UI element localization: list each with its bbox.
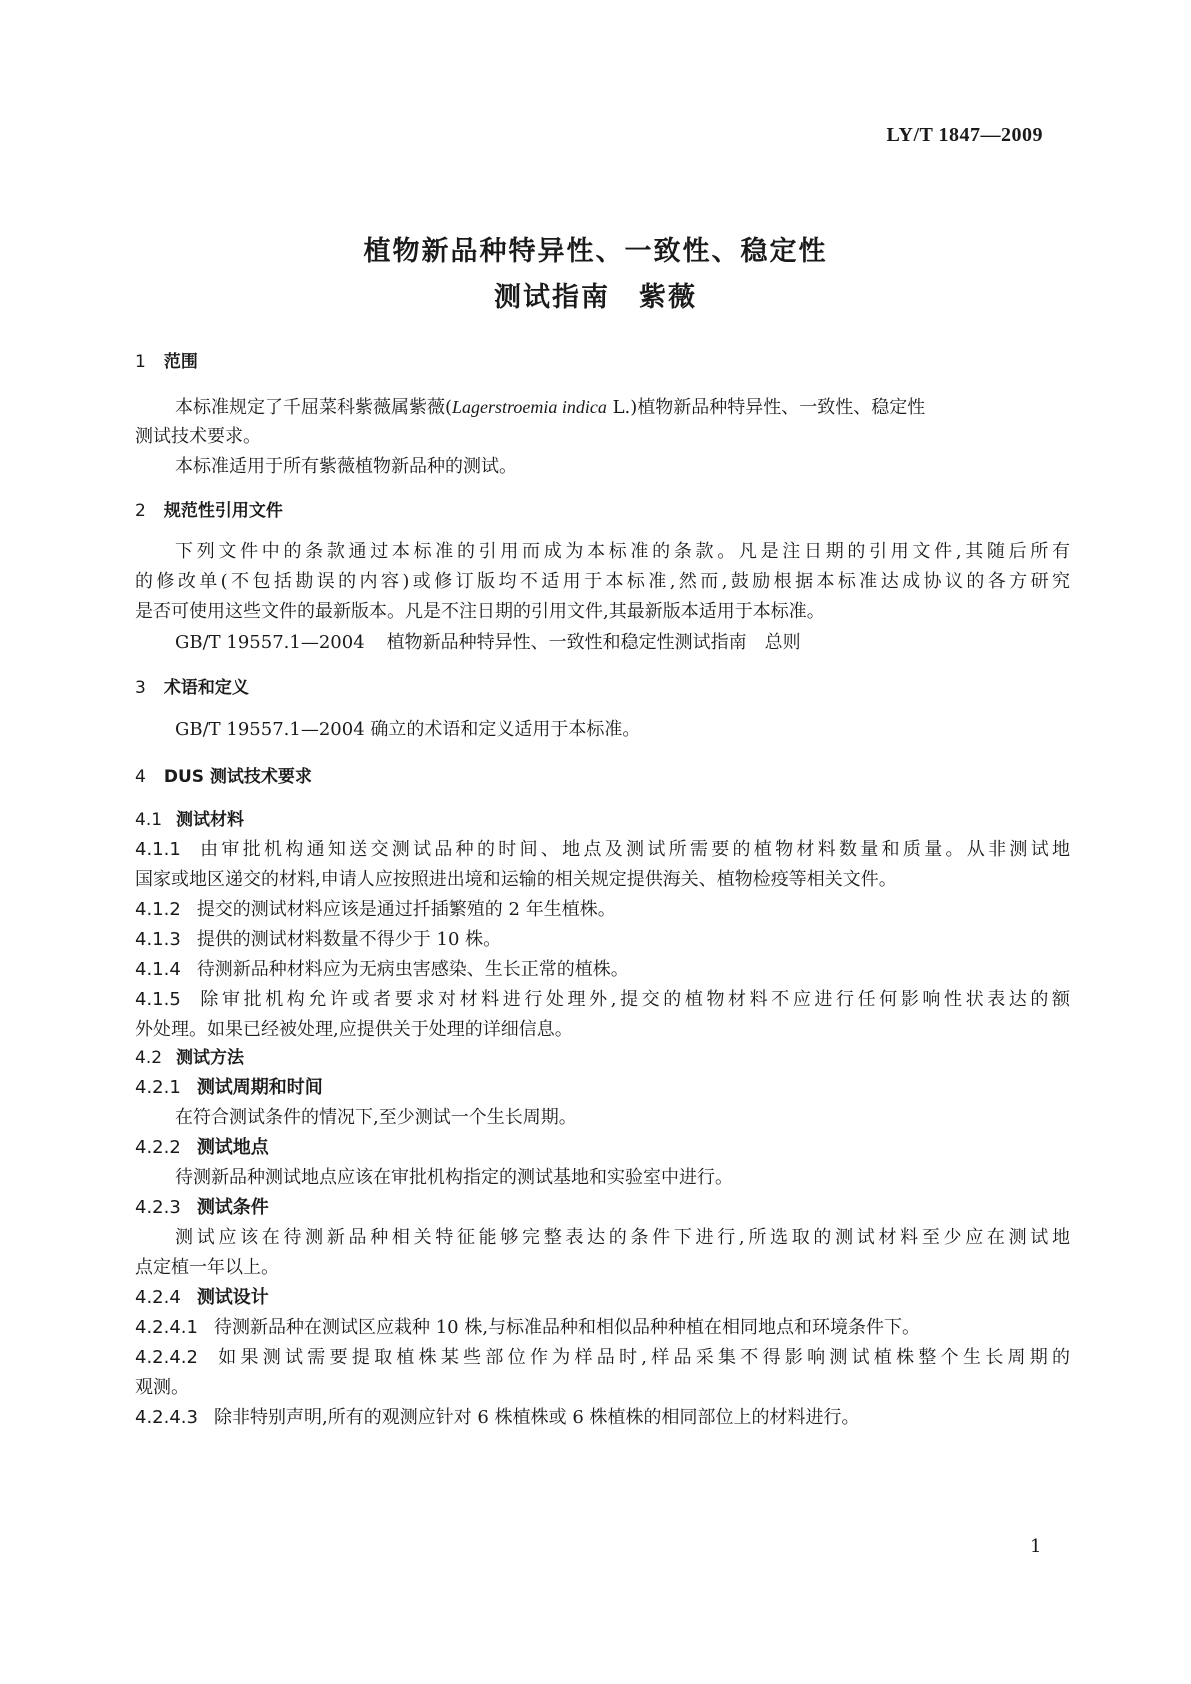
clause-4-2-1-text: 在符合测试条件的情况下,至少测试一个生长周期。: [175, 1107, 577, 1128]
clause-4-1-1-line-1: [135, 838, 1070, 862]
clause-number: 4.1.5: [135, 989, 181, 1010]
reference-title: 植物新品种特异性、一致性和稳定性测试指南 总则: [386, 632, 801, 653]
clause-number: 4.1.3: [135, 929, 181, 950]
document-title-line-2: 测试指南 紫薇: [494, 282, 697, 313]
clause-number: 4.2.1: [135, 1077, 181, 1098]
clause-title: 测试周期和时间: [196, 1077, 323, 1098]
section-1-paragraph-1: [175, 395, 1191, 420]
section-title: 范围: [163, 352, 198, 372]
section-number: 1: [135, 352, 146, 372]
clause-text: 如果测试需要提取植株某些部位作为样品时,样品采集不得影响测试植株整个生长周期的: [213, 1347, 1070, 1368]
text-run: L.)植物新品种特异性、一致性、稳定性: [606, 397, 926, 418]
section-number: 2: [135, 501, 146, 521]
clause-4-2-3-line-1: 测试应该在待测新品种相关特征能够完整表达的条件下进行,所选取的测试材料至少应在测试地: [175, 1227, 1070, 1248]
clause-text: 提交的测试材料应该是通过扦插繁殖的 2 年生植株。: [196, 899, 616, 920]
clause-4-1-5-line-2: 外处理。如果已经被处理,应提供关于处理的详细信息。: [135, 1019, 573, 1040]
clause-number: 4.1.2: [135, 899, 181, 920]
standard-number: LY/T 1847—2009: [886, 124, 1043, 146]
clause-4-1-1-line-2: 国家或地区递交的材料,申请人应按照进出境和运输的相关规定提供海关、植物检疫等相关文件。: [135, 869, 897, 890]
clause-4-2-3-line-2: 点定植一年以上。: [135, 1257, 279, 1278]
section-title: 规范性引用文件: [163, 501, 283, 521]
clause-4-2-4-2-line-1: [135, 1346, 1070, 1370]
subsection-title: 测试方法: [176, 1048, 245, 1068]
clause-number: 4.2.4: [135, 1287, 181, 1308]
clause-number: 4.2.4.3: [135, 1407, 198, 1428]
clause-text: 待测新品种材料应为无病虫害感染、生长正常的植株。: [196, 959, 629, 980]
clause-text: 提供的测试材料数量不得少于 10 株。: [196, 929, 502, 950]
clause-title: 测试设计: [196, 1287, 269, 1308]
clause-4-2-2-text: 待测新品种测试地点应该在审批机构指定的测试基地和实验室中进行。: [175, 1167, 733, 1188]
document-title-line-1: 植物新品种特异性、一致性、稳定性: [363, 236, 828, 267]
clause-text: 由审批机构通知送交测试品种的时间、地点及测试所需要的植物材料数量和质量。从非测试地: [196, 839, 1070, 860]
section-2-heading: [135, 499, 1191, 523]
subsection-4-1-heading: [135, 808, 1191, 832]
clause-4-1-2: [135, 898, 1191, 922]
clause-4-2-3-heading: [135, 1196, 1191, 1220]
clause-4-2-4-2-line-2: 观测。: [135, 1377, 189, 1398]
section-3-paragraph: GB/T 19557.1—2004 确立的术语和定义适用于本标准。: [175, 719, 641, 740]
section-4-heading: [135, 765, 1191, 789]
clause-number: 4.1.1: [135, 839, 181, 860]
section-number: 4: [135, 767, 146, 787]
section-number: 3: [135, 678, 146, 698]
clause-4-2-4-heading: [135, 1286, 1191, 1310]
clause-4-2-4-1: [135, 1316, 1191, 1340]
section-1-heading: [135, 350, 1191, 374]
subsection-number: 4.1: [135, 810, 163, 830]
page-number: 1: [1030, 1536, 1042, 1557]
clause-number: 4.2.4.1: [135, 1317, 198, 1338]
subsection-4-2-heading: [135, 1046, 1191, 1070]
clause-number: 4.2.3: [135, 1197, 181, 1218]
section-title: DUS 测试技术要求: [163, 767, 312, 787]
subsection-number: 4.2: [135, 1048, 163, 1068]
text-run: 本标准规定了千屈菜科紫薇属紫薇(: [175, 397, 453, 418]
clause-number: 4.1.4: [135, 959, 181, 980]
latin-name: Lagerstroemia indica: [452, 397, 607, 417]
section-1-paragraph-2: 本标准适用于所有紫薇植物新品种的测试。: [175, 456, 517, 477]
clause-text: 除非特别声明,所有的观测应针对 6 株植株或 6 株植株的相同部位上的材料进行。: [213, 1407, 860, 1428]
clause-title: 测试条件: [196, 1197, 269, 1218]
clause-text: 待测新品种在测试区应栽种 10 株,与标准品种和相似品种种植在相同地点和环境条件下。: [213, 1317, 921, 1338]
clause-number: 4.2.2: [135, 1137, 181, 1158]
clause-4-1-4: [135, 958, 1191, 982]
clause-4-2-4-3: [135, 1406, 1191, 1430]
clause-title: 测试地点: [196, 1137, 269, 1158]
normative-reference: [175, 631, 1191, 655]
clause-text: 除审批机构允许或者要求对材料进行处理外,提交的植物材料不应进行任何影响性状表达的额: [196, 989, 1070, 1010]
section-2-paragraph-line-1: 下列文件中的条款通过本标准的引用而成为本标准的条款。凡是注日期的引用文件,其随后所有: [175, 541, 1070, 562]
section-title: 术语和定义: [163, 678, 249, 698]
subsection-title: 测试材料: [176, 810, 245, 830]
clause-4-2-2-heading: [135, 1136, 1191, 1160]
section-3-heading: [135, 676, 1191, 700]
clause-number: 4.2.4.2: [135, 1347, 198, 1368]
section-2-paragraph-line-3: 是否可使用这些文件的最新版本。凡是不注日期的引用文件,其最新版本适用于本标准。: [135, 601, 825, 622]
section-1-paragraph-1-cont: 测试技术要求。: [135, 426, 261, 447]
clause-4-1-5-line-1: [135, 988, 1070, 1012]
clause-4-1-3: [135, 928, 1191, 952]
section-2-paragraph-line-2: 的修改单(不包括勘误的内容)或修订版均不适用于本标准,然而,鼓励根据本标准达成协议的各方研究: [135, 571, 1070, 592]
reference-code: GB/T 19557.1—2004: [175, 632, 365, 653]
clause-4-2-1-heading: [135, 1076, 1191, 1100]
